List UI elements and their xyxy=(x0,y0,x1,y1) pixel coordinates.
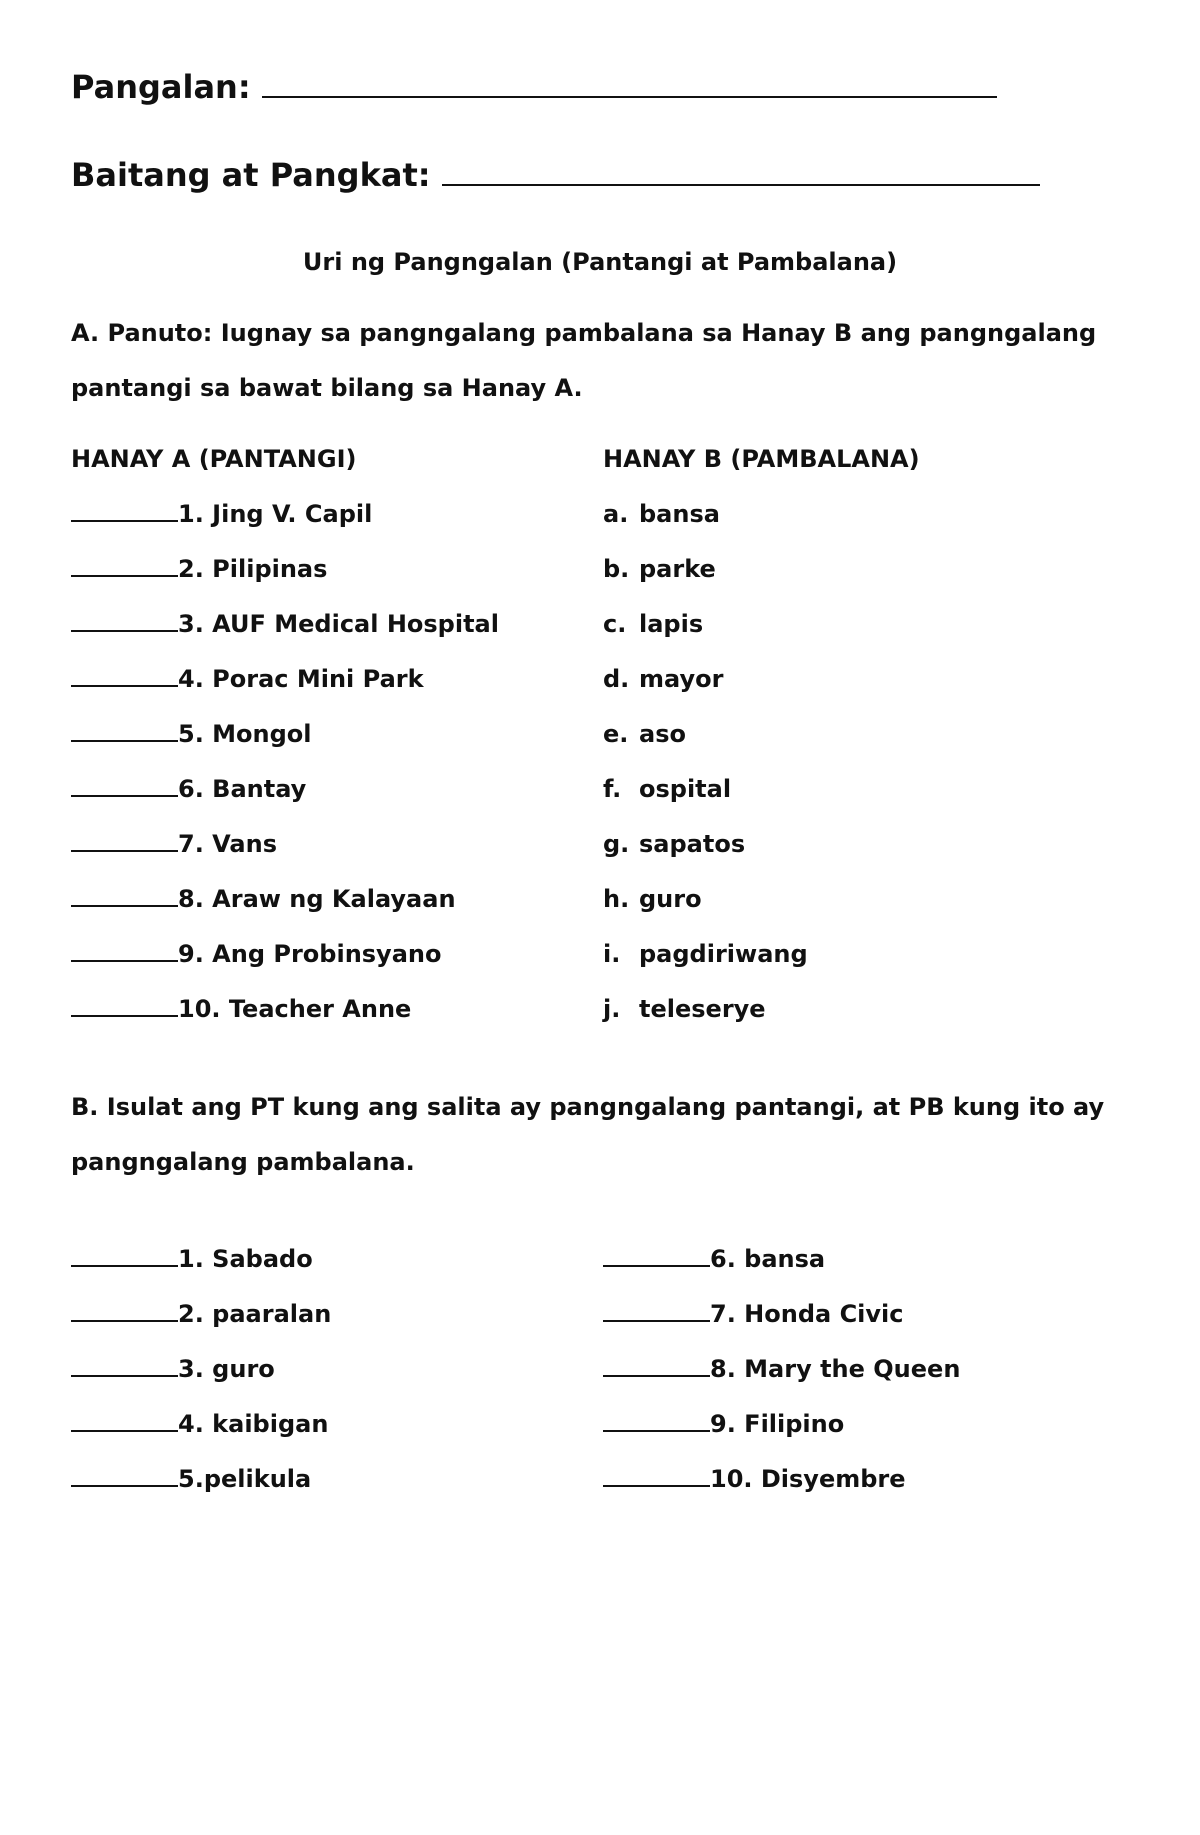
column-b-item xyxy=(603,940,808,968)
item-text: 6. bansa xyxy=(710,1245,826,1273)
part-b-item xyxy=(603,1410,844,1438)
item-letter: f. xyxy=(603,775,622,803)
grade-section-line xyxy=(71,156,1040,194)
column-b-item xyxy=(603,555,716,583)
answer-blank[interactable] xyxy=(71,520,178,522)
item-letter: i. xyxy=(603,940,621,968)
part-b-item xyxy=(71,1245,313,1273)
part-a-instructions-line2: pantangi sa bawat bilang sa Hanay A. xyxy=(71,374,583,402)
item-letter: b. xyxy=(603,555,630,583)
answer-blank[interactable] xyxy=(71,795,178,797)
item-text: guro xyxy=(639,885,702,913)
part-b-item xyxy=(603,1465,906,1493)
column-a-item xyxy=(71,940,441,968)
column-b-item xyxy=(603,885,702,913)
column-b-item xyxy=(603,995,766,1023)
answer-blank[interactable] xyxy=(603,1485,710,1487)
answer-blank[interactable] xyxy=(71,850,178,852)
part-b-item xyxy=(71,1300,331,1328)
item-letter: g. xyxy=(603,830,630,858)
answer-blank[interactable] xyxy=(71,1375,178,1377)
answer-blank[interactable] xyxy=(71,1485,178,1487)
item-letter: a. xyxy=(603,500,629,528)
answer-blank[interactable] xyxy=(71,905,178,907)
answer-blank[interactable] xyxy=(603,1430,710,1432)
column-b-item xyxy=(603,830,745,858)
item-text: 7. Honda Civic xyxy=(710,1300,904,1328)
part-b-item xyxy=(603,1355,960,1383)
answer-blank[interactable] xyxy=(71,575,178,577)
column-b-item xyxy=(603,665,723,693)
answer-blank[interactable] xyxy=(603,1375,710,1377)
column-a-item xyxy=(71,665,424,693)
column-a-item xyxy=(71,610,499,638)
item-text: 3. guro xyxy=(178,1355,275,1383)
answer-blank[interactable] xyxy=(71,1320,178,1322)
item-text: 5. Mongol xyxy=(178,720,312,748)
answer-blank[interactable] xyxy=(603,1265,710,1267)
part-b-instructions-line1: B. Isulat ang PT kung ang salita ay pangngalang pantangi, at PB kung ito ay xyxy=(71,1093,1105,1121)
item-text: 2. paaralan xyxy=(178,1300,332,1328)
column-b-item xyxy=(603,500,720,528)
column-a-header: HANAY A (PANTANGI) xyxy=(71,445,357,473)
column-a-item xyxy=(71,555,327,583)
item-text: 1. Jing V. Capil xyxy=(178,500,373,528)
name-line xyxy=(71,68,997,106)
column-a-item xyxy=(71,775,306,803)
part-b-item xyxy=(603,1300,904,1328)
item-text: 8. Araw ng Kalayaan xyxy=(178,885,456,913)
item-text: lapis xyxy=(639,610,704,638)
name-blank[interactable] xyxy=(262,96,997,98)
item-text: 2. Pilipinas xyxy=(178,555,328,583)
answer-blank[interactable] xyxy=(71,1015,178,1017)
item-text: ospital xyxy=(639,775,732,803)
column-a-item xyxy=(71,720,312,748)
name-label: Pangalan: xyxy=(71,68,251,106)
item-letter: j. xyxy=(603,995,621,1023)
item-text: mayor xyxy=(639,665,724,693)
item-text: 10. Teacher Anne xyxy=(178,995,412,1023)
answer-blank[interactable] xyxy=(71,630,178,632)
grade-section-blank[interactable] xyxy=(442,184,1040,186)
item-text: 1. Sabado xyxy=(178,1245,313,1273)
item-text: 7. Vans xyxy=(178,830,277,858)
part-b-item xyxy=(71,1410,328,1438)
column-a-item xyxy=(71,885,456,913)
item-text: 5.pelikula xyxy=(178,1465,312,1493)
column-b-header: HANAY B (PAMBALANA) xyxy=(603,445,920,473)
item-text: aso xyxy=(639,720,686,748)
item-letter: c. xyxy=(603,610,627,638)
item-text: teleserye xyxy=(639,995,766,1023)
item-letter: d. xyxy=(603,665,630,693)
item-text: 4. kaibigan xyxy=(178,1410,329,1438)
column-b-item xyxy=(603,610,703,638)
part-b-instructions-line2: pangngalang pambalana. xyxy=(71,1148,415,1176)
item-text: bansa xyxy=(639,500,720,528)
item-letter: h. xyxy=(603,885,630,913)
part-b-item xyxy=(71,1355,275,1383)
item-text: sapatos xyxy=(639,830,746,858)
item-text: 4. Porac Mini Park xyxy=(178,665,424,693)
item-letter: e. xyxy=(603,720,629,748)
answer-blank[interactable] xyxy=(71,685,178,687)
answer-blank[interactable] xyxy=(71,1430,178,1432)
column-b-item xyxy=(603,720,686,748)
item-text: 9. Ang Probinsyano xyxy=(178,940,442,968)
item-text: 10. Disyembre xyxy=(710,1465,906,1493)
column-a-item xyxy=(71,995,411,1023)
item-text: 3. AUF Medical Hospital xyxy=(178,610,499,638)
answer-blank[interactable] xyxy=(71,960,178,962)
part-b-item xyxy=(603,1245,825,1273)
answer-blank[interactable] xyxy=(71,1265,178,1267)
column-b-item xyxy=(603,775,731,803)
part-b-item xyxy=(71,1465,311,1493)
item-text: 8. Mary the Queen xyxy=(710,1355,961,1383)
item-text: parke xyxy=(639,555,716,583)
column-a-item xyxy=(71,500,372,528)
part-a-instructions-line1: A. Panuto: Iugnay sa pangngalang pambalana sa Hanay B ang pangngalang xyxy=(71,319,1097,347)
item-text: 6. Bantay xyxy=(178,775,307,803)
worksheet-title: Uri ng Pangngalan (Pantangi at Pambalana) xyxy=(302,248,898,276)
answer-blank[interactable] xyxy=(71,740,178,742)
item-text: 9. Filipino xyxy=(710,1410,845,1438)
column-a-item xyxy=(71,830,277,858)
item-text: pagdiriwang xyxy=(639,940,808,968)
grade-section-label: Baitang at Pangkat: xyxy=(71,156,431,194)
answer-blank[interactable] xyxy=(603,1320,710,1322)
